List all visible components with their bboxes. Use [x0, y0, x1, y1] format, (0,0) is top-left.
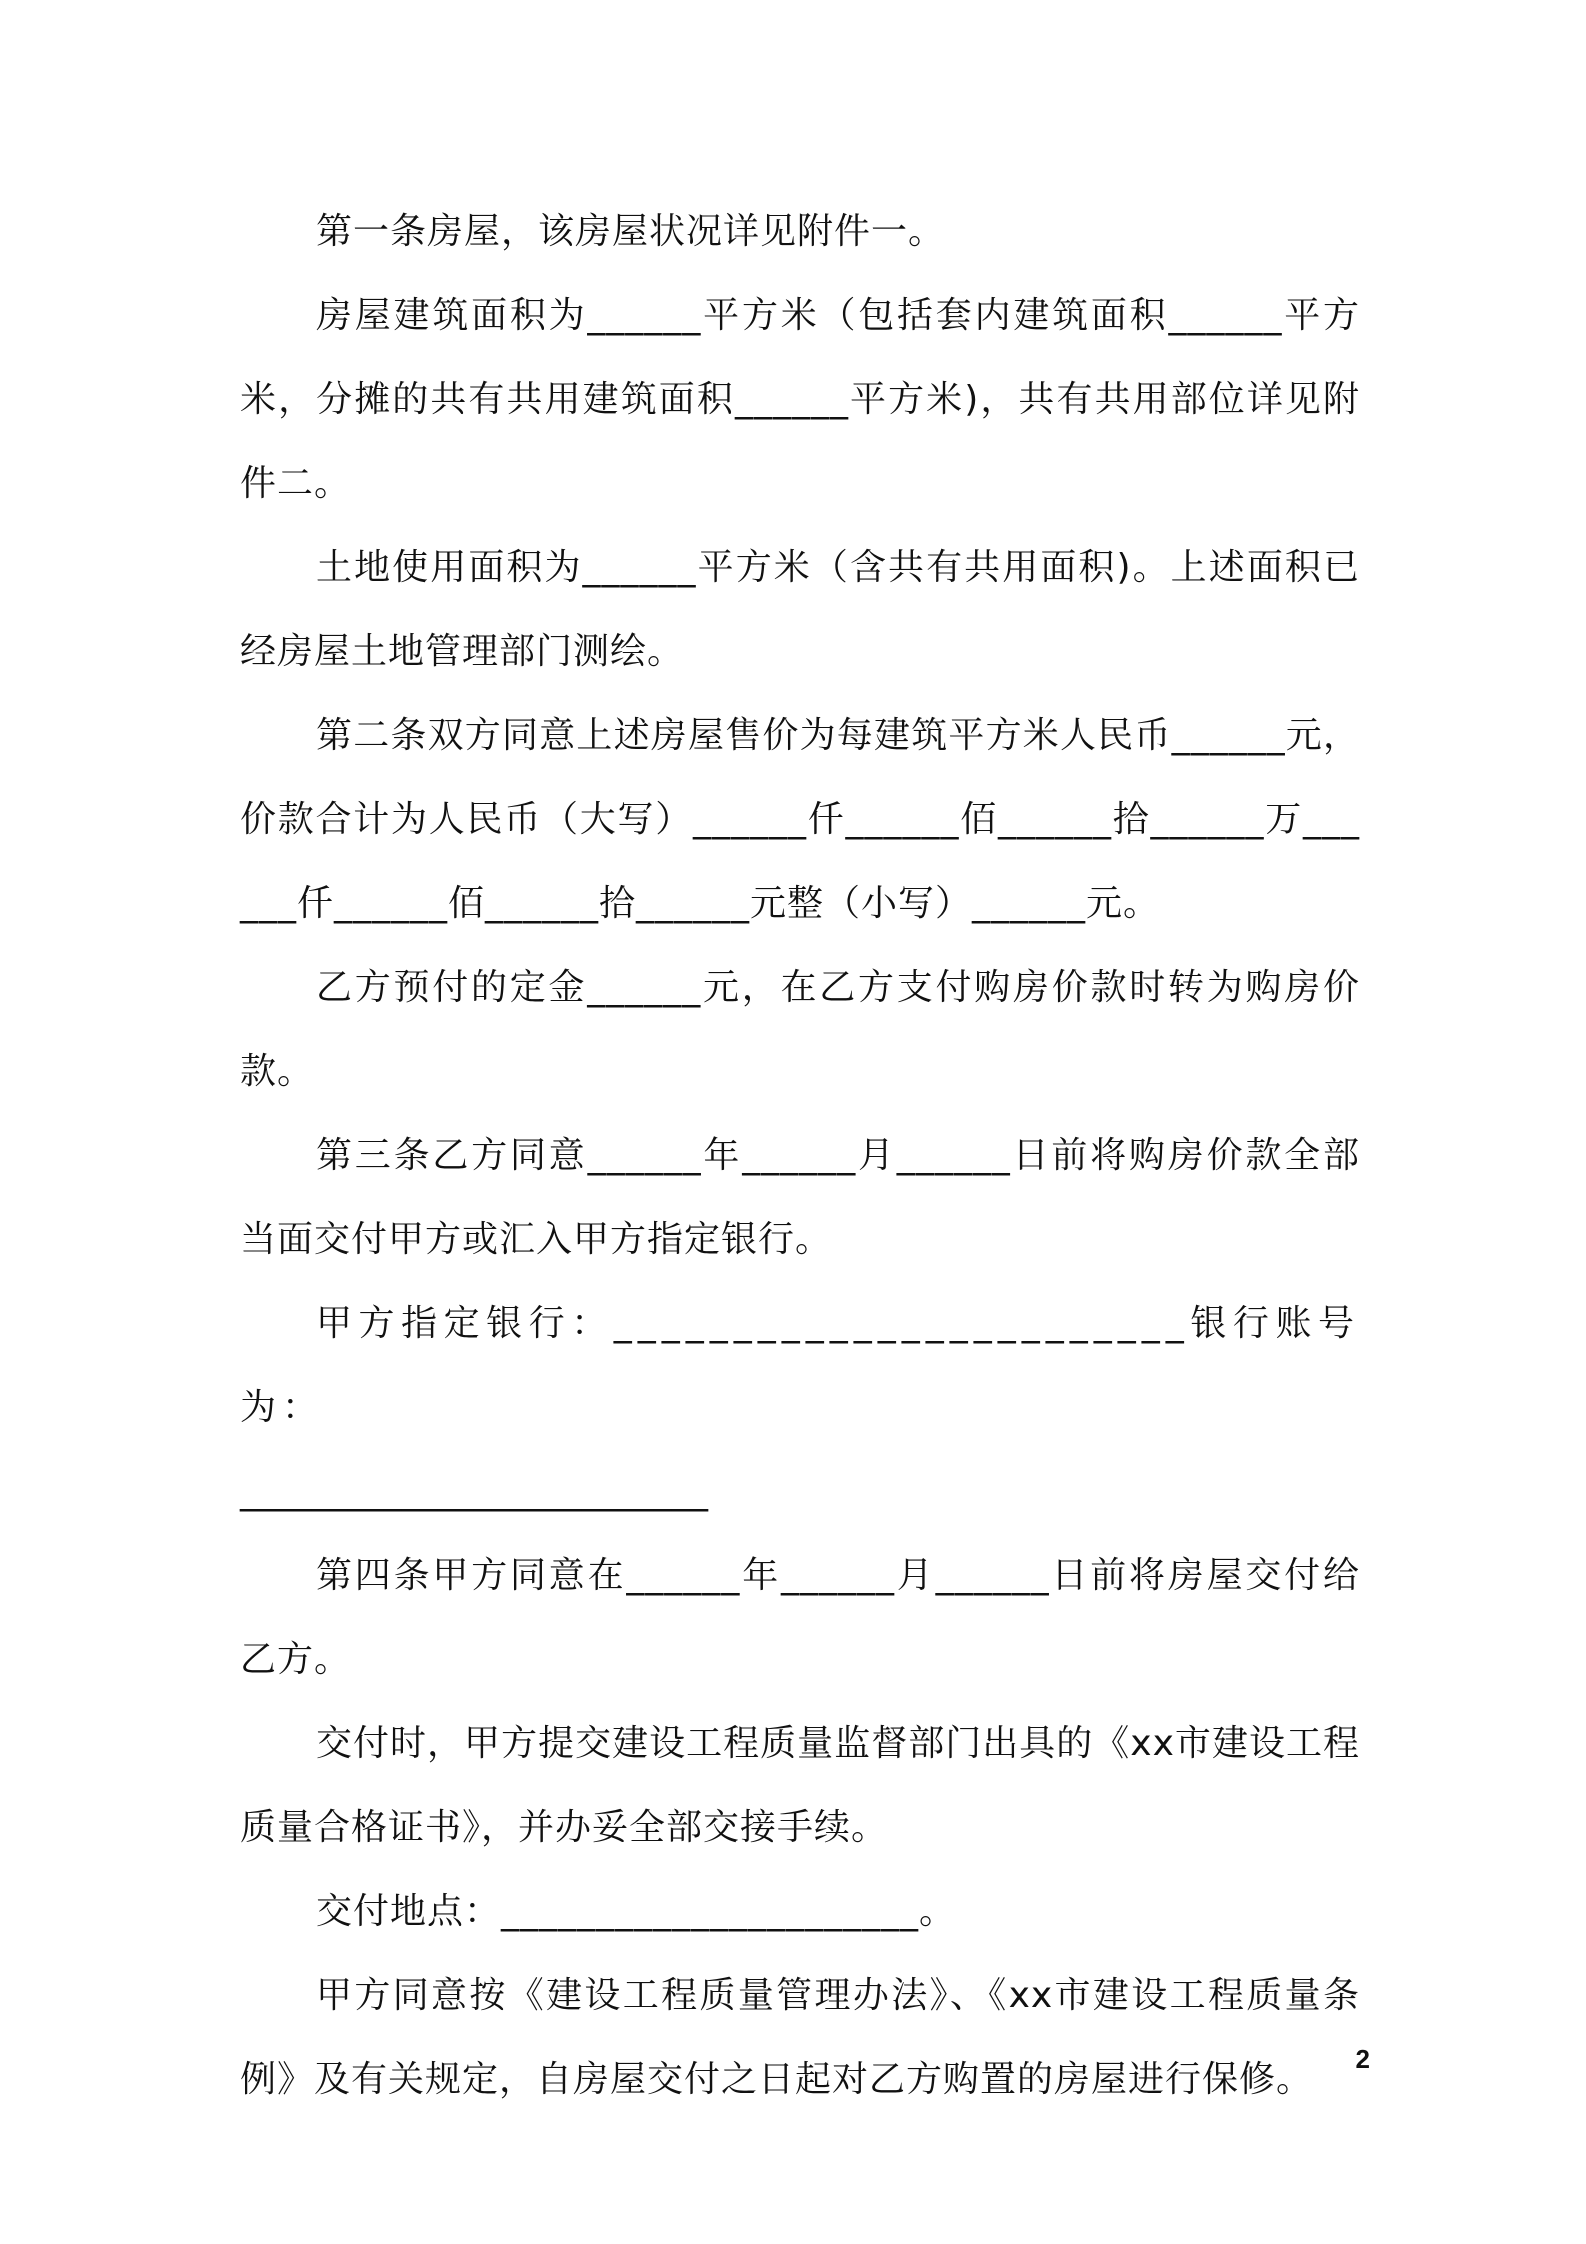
page-number: 2 — [1355, 2044, 1370, 2074]
delivery-location-line: 交付地点：______________________。 — [316, 1891, 957, 1932]
designated-bank-line: 甲方指定银行：________________________银行账号为： — [240, 1303, 1360, 1428]
bank-account-blank: __________________________ — [240, 1471, 708, 1512]
article-4-delivery: 第四条甲方同意在______年______月______日前将房屋交付给乙方。 — [240, 1555, 1360, 1680]
document-body — [240, 190, 1360, 2122]
delivery-certificate-paragraph: 交付时，甲方提交建设工程质量监督部门出具的《xx市建设工程质量合格证书》，并办妥全部交接手续。 — [240, 1723, 1360, 1848]
land-area-paragraph: 土地使用面积为______平方米（含共有共用面积)。上述面积已经房屋土地管理部门测绘。 — [240, 547, 1360, 672]
deposit-paragraph: 乙方预付的定金______元，在乙方支付购房价款时转为购房价款。 — [240, 967, 1360, 1092]
article-1-house: 第一条房屋，该房屋状况详见附件一。 — [316, 211, 946, 252]
warranty-paragraph: 甲方同意按《建设工程质量管理办法》、《xx市建设工程质量条例》及有关规定，自房屋交付之日起对乙方购置的房屋进行保修。 — [240, 1975, 1360, 2100]
building-area-paragraph: 房屋建筑面积为______平方米（包括套内建筑面积______平方米，分摊的共有共用建筑面积______平方米)，共有共用部位详见附件二。 — [240, 295, 1360, 504]
article-3-payment: 第三条乙方同意______年______月______日前将购房价款全部当面交付甲方或汇入甲方指定银行。 — [240, 1135, 1360, 1260]
article-2-price: 第二条双方同意上述房屋售价为每建筑平方米人民币______元，价款合计为人民币（大写）______仟______佰______拾______万______仟______佰______拾______元整（小写）______元。 — [240, 715, 1360, 924]
